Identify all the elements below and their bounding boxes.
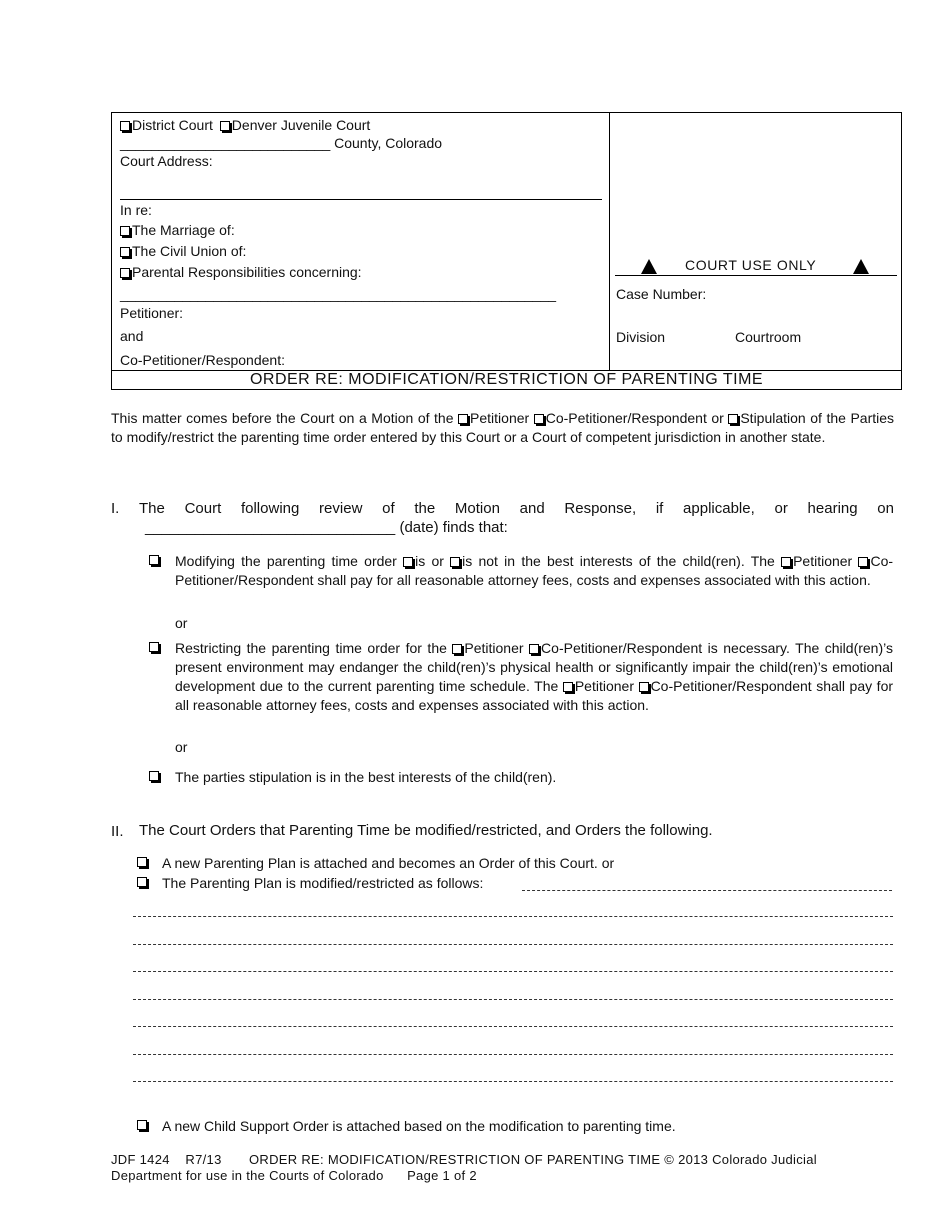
finding-modify-checkbox[interactable] [149, 555, 159, 565]
restrict-text-b: Co-Petitioner/Respondent is necessary. The child(ren)’s present environment may endanger the child(ren)’s physical health or significantly impair the child(ren)’s emotional development due to the current parenting time schedule. The [175, 640, 893, 694]
civil-union-label: The Civil Union of: [132, 243, 247, 259]
hearing-date-field[interactable]: ______________________________ [145, 519, 396, 536]
marriage-label: The Marriage of: [132, 222, 235, 238]
finding-is-label: is or [415, 553, 444, 569]
intro-stipulation-label: Stipulation [740, 410, 806, 426]
finding-restrict-text [175, 639, 893, 715]
case-number-label: Case Number: [616, 286, 707, 302]
restrict-fees-petitioner-label: Petitioner [574, 678, 634, 694]
modification-lines [133, 915, 893, 1108]
restrict-fees-petitioner-checkbox[interactable] [563, 682, 573, 692]
intro-stipulation-checkbox[interactable] [728, 414, 738, 424]
section-2-heading: The Court Orders that Parenting Time be modified/restricted, and Orders the following. [139, 822, 713, 839]
intro-co-petitioner-label: Co-Petitioner/Respondent or [545, 410, 724, 426]
modification-line[interactable] [133, 998, 893, 1000]
restrict-petitioner-label: Petitioner [464, 640, 524, 656]
modified-plan-checkbox[interactable] [137, 877, 147, 887]
court-use-only-rule [615, 275, 897, 276]
section-1-heading: The Court following review of the Motion and Response, if applicable, or hearing on [139, 500, 894, 517]
fees-petitioner-label: Petitioner [793, 553, 853, 569]
fees-co-petitioner-checkbox[interactable] [858, 557, 868, 567]
modification-line[interactable] [133, 970, 893, 972]
in-re-label: In re: [120, 202, 152, 218]
arrow-up-right-icon [853, 259, 869, 274]
footer-line-2: Department for use in the Courts of Colorado Page 1 of 2 [111, 1168, 477, 1183]
fees-co-petitioner-label: Co-Petitioner/Respondent shall pay for all reasonable attorney fees, costs and expenses associated with this action. [175, 553, 894, 588]
county-row [120, 134, 442, 152]
child-support-checkbox[interactable] [137, 1120, 147, 1130]
footer-line-1: JDF 1424 R7/13 ORDER RE: MODIFICATION/RESTRICTION OF PARENTING TIME © 2013 Colorado Judicial [111, 1152, 817, 1167]
or-separator-2: or [175, 739, 188, 755]
intro-text-b: of the Parties to modify/restrict the parenting time order entered by this Court or a Court of competent jurisdiction in another state. [111, 410, 895, 445]
modification-line[interactable] [133, 915, 893, 917]
intro-text-a: This matter comes before the Court on a Motion of the [111, 410, 454, 426]
county-label: County, Colorado [334, 135, 443, 151]
parental-checkbox[interactable] [120, 268, 130, 278]
finding-is-checkbox[interactable] [403, 557, 413, 567]
petitioner-label: Petitioner: [120, 305, 184, 321]
section-1-number: I. [111, 500, 120, 517]
district-court-label: District Court [132, 117, 213, 133]
section-1-date-row [145, 519, 508, 537]
restrict-co-petitioner-checkbox[interactable] [529, 644, 539, 654]
marriage-row [120, 221, 235, 239]
intro-petitioner-checkbox[interactable] [458, 414, 468, 424]
division-label: Division [616, 329, 666, 345]
finding-modify-text [175, 552, 893, 590]
page-footer [111, 1152, 817, 1184]
restrict-fees-co-petitioner-label: Co-Petitioner/Respondent shall pay for all reasonable attorney fees, costs and expenses associated with this action. [175, 678, 894, 713]
finding-stipulation-checkbox[interactable] [149, 771, 159, 781]
court-address-label: Court Address: [120, 153, 213, 169]
intro-paragraph [111, 409, 894, 447]
modification-line[interactable] [133, 1025, 893, 1027]
courtroom-label: Courtroom [735, 329, 802, 345]
form-title: ORDER RE: MODIFICATION/RESTRICTION OF PARENTING TIME [249, 371, 764, 388]
caption-box [111, 112, 902, 390]
finding-restrict-text-a: Restricting the parenting time order for the [175, 640, 447, 656]
finding-is-not-label: is not in the best interests of the child(ren). The [462, 553, 775, 569]
arrow-up-left-icon [641, 259, 657, 274]
and-label: and [120, 328, 144, 344]
civil-union-row [120, 242, 246, 260]
district-court-checkbox[interactable] [120, 121, 130, 131]
co-petitioner-label: Co-Petitioner/Respondent: [120, 352, 285, 368]
finding-stipulation-text: The parties stipulation is in the best interests of the child(ren). [175, 769, 557, 785]
new-parenting-plan-checkbox[interactable] [137, 857, 147, 867]
parental-label: Parental Responsibilities concerning: [132, 264, 362, 280]
intro-co-petitioner-checkbox[interactable] [534, 414, 544, 424]
intro-petitioner-label: Petitioner [470, 410, 530, 426]
modification-line[interactable] [133, 1053, 893, 1055]
restrict-fees-co-petitioner-checkbox[interactable] [639, 682, 649, 692]
court-address-field[interactable] [120, 199, 602, 200]
fees-petitioner-checkbox[interactable] [781, 557, 791, 567]
modified-plan-label: The Parenting Plan is modified/restricted as follows: [162, 875, 484, 891]
restrict-petitioner-checkbox[interactable] [452, 644, 462, 654]
denver-juvenile-checkbox[interactable] [220, 121, 230, 131]
finding-restrict-checkbox[interactable] [149, 642, 159, 652]
court-use-only-label: COURT USE ONLY [685, 257, 817, 273]
finding-is-not-checkbox[interactable] [450, 557, 460, 567]
or-separator-1: or [175, 615, 188, 631]
hearing-date-suffix: (date) finds that: [399, 519, 508, 536]
civil-union-checkbox[interactable] [120, 247, 130, 257]
denver-juvenile-label: Denver Juvenile Court [231, 117, 371, 133]
county-field[interactable]: ___________________________ [120, 135, 331, 151]
section-2-number: II. [111, 823, 124, 840]
child-support-label: A new Child Support Order is attached based on the modification to parenting time. [162, 1118, 676, 1134]
court-type-row [120, 116, 370, 134]
finding-modify-text-a: Modifying the parenting time order [175, 553, 397, 569]
party-names-field[interactable]: ________________________________________________________ [120, 286, 557, 302]
caption-divider-vertical [609, 113, 610, 370]
modification-line[interactable] [133, 943, 893, 945]
new-parenting-plan-label: A new Parenting Plan is attached and becomes an Order of this Court. or [162, 855, 615, 871]
marriage-checkbox[interactable] [120, 226, 130, 236]
parental-row [120, 263, 362, 281]
modification-line[interactable] [133, 1080, 893, 1082]
modified-plan-field[interactable] [522, 889, 892, 891]
